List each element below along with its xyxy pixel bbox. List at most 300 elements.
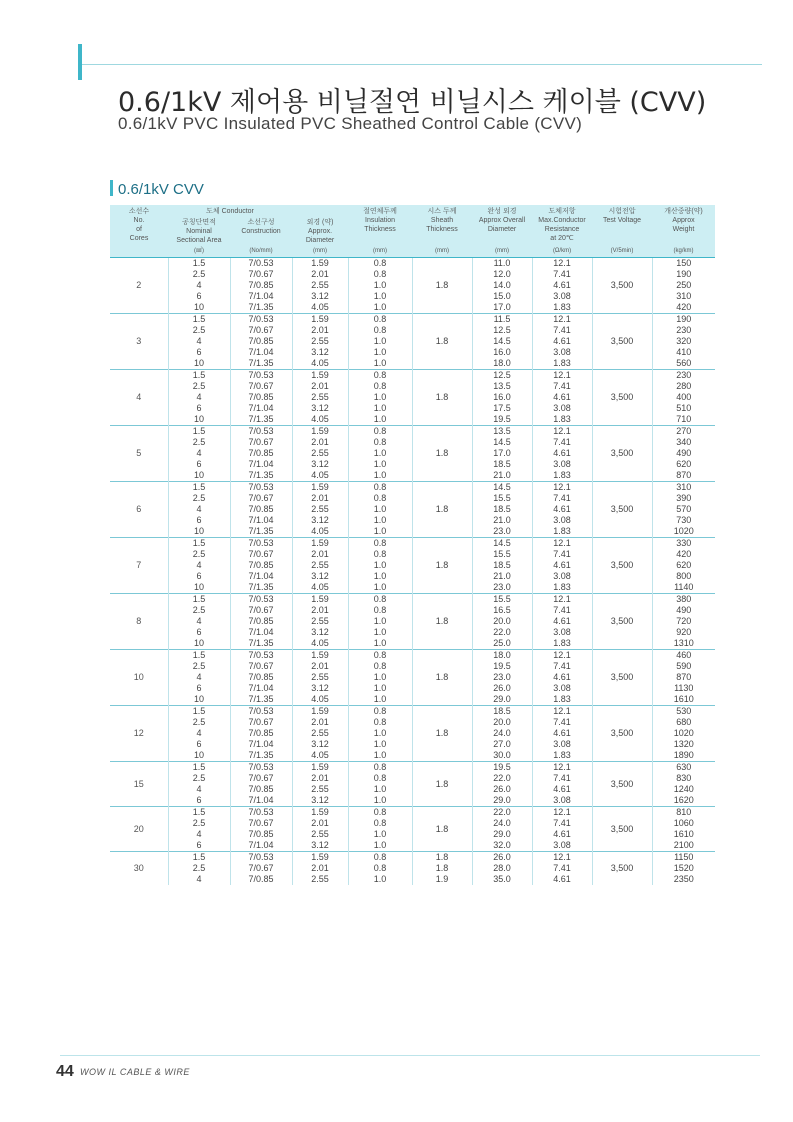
cell-area: 2.5 bbox=[168, 549, 230, 560]
cell-area: 1.5 bbox=[168, 538, 230, 550]
cell-weight: 490 bbox=[652, 448, 715, 459]
cell-resistance: 1.83 bbox=[532, 526, 592, 538]
cell-weight: 1130 bbox=[652, 683, 715, 694]
cell-insulation: 1.0 bbox=[348, 403, 412, 414]
page-title-english: 0.6/1kV PVC Insulated PVC Sheathed Control Cable (CVV) bbox=[118, 114, 583, 133]
cell-area: 4 bbox=[168, 874, 230, 885]
cell-area: 2.5 bbox=[168, 269, 230, 280]
cell-overall: 11.5 bbox=[472, 314, 532, 326]
cell-cores: 7 bbox=[110, 538, 168, 594]
cell-overall: 35.0 bbox=[472, 874, 532, 885]
cell-diameter: 1.59 bbox=[292, 762, 348, 774]
cell-diameter: 1.59 bbox=[292, 426, 348, 438]
cell-weight: 1610 bbox=[652, 829, 715, 840]
units-row bbox=[110, 247, 715, 258]
cell-diameter: 4.05 bbox=[292, 302, 348, 314]
header-resistance: 도체저항 Max.Conductor Resistance at 20℃ bbox=[532, 205, 592, 247]
cell-construction: 7/1.04 bbox=[230, 459, 292, 470]
cell-cores: 4 bbox=[110, 370, 168, 426]
cell-resistance: 4.61 bbox=[532, 728, 592, 739]
cell-cores: 2 bbox=[110, 258, 168, 314]
header-test-voltage: 시험전압 Test Voltage bbox=[592, 205, 652, 247]
cell-area: 2.5 bbox=[168, 437, 230, 448]
cell-construction: 7/0.67 bbox=[230, 325, 292, 336]
cell-voltage: 3,500 bbox=[592, 258, 652, 314]
cell-sheath: 1.8 bbox=[412, 863, 472, 874]
cell-resistance: 12.1 bbox=[532, 807, 592, 819]
cell-resistance: 1.83 bbox=[532, 694, 592, 706]
cell-area: 4 bbox=[168, 336, 230, 347]
cell-construction: 7/0.53 bbox=[230, 538, 292, 550]
cell-weight: 1320 bbox=[652, 739, 715, 750]
cell-insulation: 1.0 bbox=[348, 414, 412, 426]
cell-insulation: 1.0 bbox=[348, 874, 412, 885]
cell-resistance: 4.61 bbox=[532, 448, 592, 459]
table-row bbox=[110, 594, 715, 606]
cell-diameter: 1.59 bbox=[292, 594, 348, 606]
cell-diameter: 2.01 bbox=[292, 269, 348, 280]
cell-construction: 7/0.53 bbox=[230, 482, 292, 494]
cell-resistance: 12.1 bbox=[532, 706, 592, 718]
cell-insulation: 1.0 bbox=[348, 526, 412, 538]
cell-construction: 7/1.04 bbox=[230, 291, 292, 302]
cell-cores: 15 bbox=[110, 762, 168, 807]
cell-voltage: 3,500 bbox=[592, 762, 652, 807]
cell-diameter: 2.01 bbox=[292, 717, 348, 728]
cell-weight: 870 bbox=[652, 470, 715, 482]
cell-construction: 7/1.04 bbox=[230, 795, 292, 807]
cell-diameter: 2.55 bbox=[292, 616, 348, 627]
cell-area: 6 bbox=[168, 795, 230, 807]
cell-diameter: 2.01 bbox=[292, 773, 348, 784]
header-row bbox=[110, 205, 715, 216]
cell-insulation: 0.8 bbox=[348, 717, 412, 728]
cell-diameter: 2.55 bbox=[292, 560, 348, 571]
cell-area: 1.5 bbox=[168, 762, 230, 774]
cell-construction: 7/0.85 bbox=[230, 874, 292, 885]
unit-area: (㎟) bbox=[168, 247, 230, 258]
cell-sheath: 1.8 bbox=[412, 807, 472, 852]
cell-construction: 7/0.85 bbox=[230, 280, 292, 291]
page-title-korean: 0.6/1kV 제어용 비닐절연 비닐시스 케이블 (CVV) bbox=[118, 87, 707, 118]
cell-weight: 1890 bbox=[652, 750, 715, 762]
cell-area: 6 bbox=[168, 739, 230, 750]
cell-construction: 7/0.53 bbox=[230, 258, 292, 270]
cell-construction: 7/1.35 bbox=[230, 414, 292, 426]
cell-area: 4 bbox=[168, 560, 230, 571]
cell-overall: 28.0 bbox=[472, 863, 532, 874]
cell-diameter: 1.59 bbox=[292, 482, 348, 494]
cell-construction: 7/0.67 bbox=[230, 863, 292, 874]
cell-area: 1.5 bbox=[168, 852, 230, 864]
cell-diameter: 2.01 bbox=[292, 818, 348, 829]
cell-weight: 620 bbox=[652, 560, 715, 571]
header-overall-diameter: 완성 외경 Approx Overall Diameter bbox=[472, 205, 532, 247]
cell-area: 4 bbox=[168, 504, 230, 515]
cell-insulation: 0.8 bbox=[348, 852, 412, 864]
cell-diameter: 3.12 bbox=[292, 840, 348, 852]
cell-cores: 5 bbox=[110, 426, 168, 482]
cell-resistance: 12.1 bbox=[532, 594, 592, 606]
cell-area: 2.5 bbox=[168, 773, 230, 784]
cell-area: 2.5 bbox=[168, 325, 230, 336]
table-row bbox=[110, 807, 715, 819]
cell-diameter: 2.01 bbox=[292, 493, 348, 504]
cell-diameter: 2.55 bbox=[292, 672, 348, 683]
cell-diameter: 3.12 bbox=[292, 795, 348, 807]
cell-resistance: 3.08 bbox=[532, 739, 592, 750]
cell-area: 10 bbox=[168, 358, 230, 370]
header-construction: 소선구성 Construction bbox=[230, 216, 292, 247]
cell-weight: 810 bbox=[652, 807, 715, 819]
cell-area: 10 bbox=[168, 694, 230, 706]
cell-overall: 30.0 bbox=[472, 750, 532, 762]
cell-insulation: 1.0 bbox=[348, 616, 412, 627]
cell-resistance: 7.41 bbox=[532, 818, 592, 829]
cell-overall: 21.0 bbox=[472, 515, 532, 526]
cell-weight: 390 bbox=[652, 493, 715, 504]
cell-sheath: 1.8 bbox=[412, 314, 472, 370]
unit-construction: (No/mm) bbox=[230, 247, 292, 258]
cell-insulation: 1.0 bbox=[348, 470, 412, 482]
cell-diameter: 4.05 bbox=[292, 750, 348, 762]
cell-area: 10 bbox=[168, 582, 230, 594]
cell-area: 2.5 bbox=[168, 863, 230, 874]
cell-insulation: 0.8 bbox=[348, 594, 412, 606]
cell-resistance: 3.08 bbox=[532, 571, 592, 582]
header-area: 공칭단면적 Nominal Sectional Area bbox=[168, 216, 230, 247]
cell-area: 1.5 bbox=[168, 706, 230, 718]
cell-overall: 15.0 bbox=[472, 291, 532, 302]
unit-sheath: (mm) bbox=[412, 247, 472, 258]
cell-weight: 1140 bbox=[652, 582, 715, 594]
cell-diameter: 4.05 bbox=[292, 526, 348, 538]
cell-resistance: 1.83 bbox=[532, 638, 592, 650]
cell-insulation: 1.0 bbox=[348, 672, 412, 683]
cell-overall: 26.0 bbox=[472, 852, 532, 864]
cell-resistance: 7.41 bbox=[532, 773, 592, 784]
cell-weight: 230 bbox=[652, 325, 715, 336]
cell-resistance: 3.08 bbox=[532, 840, 592, 852]
cell-weight: 730 bbox=[652, 515, 715, 526]
cell-weight: 830 bbox=[652, 773, 715, 784]
cell-resistance: 7.41 bbox=[532, 661, 592, 672]
cell-diameter: 2.01 bbox=[292, 549, 348, 560]
cell-insulation: 1.0 bbox=[348, 638, 412, 650]
cell-weight: 510 bbox=[652, 403, 715, 414]
cell-insulation: 1.0 bbox=[348, 336, 412, 347]
header-diameter: 외경 (약) Approx. Diameter bbox=[292, 205, 348, 247]
cell-overall: 23.0 bbox=[472, 672, 532, 683]
cell-area: 2.5 bbox=[168, 717, 230, 728]
cell-insulation: 1.0 bbox=[348, 795, 412, 807]
cell-diameter: 1.59 bbox=[292, 538, 348, 550]
cell-overall: 24.0 bbox=[472, 818, 532, 829]
cell-cores: 20 bbox=[110, 807, 168, 852]
cell-voltage: 3,500 bbox=[592, 538, 652, 594]
cell-area: 6 bbox=[168, 403, 230, 414]
cell-resistance: 1.83 bbox=[532, 582, 592, 594]
cell-voltage: 3,500 bbox=[592, 650, 652, 706]
cell-resistance: 3.08 bbox=[532, 795, 592, 807]
cell-sheath: 1.8 bbox=[412, 538, 472, 594]
cell-area: 6 bbox=[168, 515, 230, 526]
cell-area: 10 bbox=[168, 414, 230, 426]
cell-weight: 150 bbox=[652, 258, 715, 270]
cell-insulation: 1.0 bbox=[348, 560, 412, 571]
cell-weight: 590 bbox=[652, 661, 715, 672]
cell-voltage: 3,500 bbox=[592, 594, 652, 650]
cell-construction: 7/0.85 bbox=[230, 448, 292, 459]
cell-diameter: 3.12 bbox=[292, 627, 348, 638]
cell-overall: 29.0 bbox=[472, 829, 532, 840]
cell-diameter: 4.05 bbox=[292, 582, 348, 594]
cell-diameter: 4.05 bbox=[292, 638, 348, 650]
cell-construction: 7/0.53 bbox=[230, 370, 292, 382]
cell-sheath: 1.8 bbox=[412, 594, 472, 650]
cell-diameter: 2.01 bbox=[292, 863, 348, 874]
cell-diameter: 2.01 bbox=[292, 605, 348, 616]
cell-construction: 7/1.04 bbox=[230, 347, 292, 358]
cell-insulation: 0.8 bbox=[348, 818, 412, 829]
table-row bbox=[110, 538, 715, 550]
cell-weight: 570 bbox=[652, 504, 715, 515]
cell-insulation: 0.8 bbox=[348, 807, 412, 819]
cell-weight: 420 bbox=[652, 549, 715, 560]
cell-area: 1.5 bbox=[168, 370, 230, 382]
cell-construction: 7/0.53 bbox=[230, 762, 292, 774]
cell-insulation: 1.0 bbox=[348, 291, 412, 302]
cell-weight: 1520 bbox=[652, 863, 715, 874]
cell-resistance: 4.61 bbox=[532, 784, 592, 795]
cell-overall: 21.0 bbox=[472, 470, 532, 482]
cell-resistance: 4.61 bbox=[532, 560, 592, 571]
cell-weight: 190 bbox=[652, 314, 715, 326]
cell-overall: 14.5 bbox=[472, 482, 532, 494]
header-cores: 소선수 No. of Cores bbox=[110, 205, 168, 247]
cell-diameter: 2.55 bbox=[292, 336, 348, 347]
cell-insulation: 0.8 bbox=[348, 650, 412, 662]
cell-construction: 7/0.85 bbox=[230, 829, 292, 840]
cell-resistance: 12.1 bbox=[532, 370, 592, 382]
cell-sheath: 1.8 bbox=[412, 706, 472, 762]
unit-insulation: (mm) bbox=[348, 247, 412, 258]
cell-construction: 7/0.85 bbox=[230, 784, 292, 795]
cell-cores: 6 bbox=[110, 482, 168, 538]
cell-cores: 30 bbox=[110, 852, 168, 886]
cell-weight: 1060 bbox=[652, 818, 715, 829]
cell-insulation: 0.8 bbox=[348, 493, 412, 504]
cell-diameter: 2.55 bbox=[292, 448, 348, 459]
cell-overall: 17.0 bbox=[472, 448, 532, 459]
cell-insulation: 0.8 bbox=[348, 314, 412, 326]
cell-overall: 20.0 bbox=[472, 717, 532, 728]
cell-sheath: 1.9 bbox=[412, 874, 472, 885]
cell-diameter: 3.12 bbox=[292, 683, 348, 694]
cell-construction: 7/0.53 bbox=[230, 426, 292, 438]
cell-construction: 7/0.67 bbox=[230, 493, 292, 504]
cell-area: 6 bbox=[168, 347, 230, 358]
cell-insulation: 1.0 bbox=[348, 582, 412, 594]
cell-cores: 8 bbox=[110, 594, 168, 650]
cell-resistance: 4.61 bbox=[532, 504, 592, 515]
cell-insulation: 0.8 bbox=[348, 482, 412, 494]
cell-resistance: 12.1 bbox=[532, 426, 592, 438]
cell-construction: 7/0.67 bbox=[230, 381, 292, 392]
cell-weight: 270 bbox=[652, 426, 715, 438]
cell-overall: 22.0 bbox=[472, 807, 532, 819]
cell-insulation: 0.8 bbox=[348, 426, 412, 438]
cell-insulation: 1.0 bbox=[348, 683, 412, 694]
cell-insulation: 0.8 bbox=[348, 661, 412, 672]
cell-diameter: 3.12 bbox=[292, 739, 348, 750]
footer-company: WOW IL CABLE & WIRE bbox=[80, 1067, 190, 1077]
cell-resistance: 12.1 bbox=[532, 314, 592, 326]
cell-weight: 720 bbox=[652, 616, 715, 627]
cell-area: 6 bbox=[168, 840, 230, 852]
cell-sheath: 1.8 bbox=[412, 258, 472, 314]
cell-area: 1.5 bbox=[168, 314, 230, 326]
cell-area: 10 bbox=[168, 470, 230, 482]
cell-overall: 12.5 bbox=[472, 370, 532, 382]
cell-resistance: 7.41 bbox=[532, 493, 592, 504]
cell-insulation: 1.0 bbox=[348, 504, 412, 515]
table-row bbox=[110, 314, 715, 326]
cell-area: 10 bbox=[168, 638, 230, 650]
cell-voltage: 3,500 bbox=[592, 370, 652, 426]
cell-weight: 280 bbox=[652, 381, 715, 392]
table-row bbox=[110, 762, 715, 774]
cell-construction: 7/0.85 bbox=[230, 616, 292, 627]
cell-weight: 1020 bbox=[652, 526, 715, 538]
section-marker bbox=[110, 180, 113, 196]
cell-overall: 27.0 bbox=[472, 739, 532, 750]
cell-voltage: 3,500 bbox=[592, 482, 652, 538]
cell-resistance: 3.08 bbox=[532, 291, 592, 302]
cell-overall: 14.5 bbox=[472, 437, 532, 448]
cell-construction: 7/1.35 bbox=[230, 750, 292, 762]
cell-insulation: 1.0 bbox=[348, 515, 412, 526]
cell-overall: 26.0 bbox=[472, 784, 532, 795]
header-weight: 개산중량(약) Approx Weight bbox=[652, 205, 715, 247]
header-sheath: 시스 두께 Sheath Thickness bbox=[412, 205, 472, 247]
cell-weight: 340 bbox=[652, 437, 715, 448]
cell-insulation: 1.0 bbox=[348, 694, 412, 706]
cell-resistance: 3.08 bbox=[532, 627, 592, 638]
cell-diameter: 3.12 bbox=[292, 459, 348, 470]
cell-diameter: 1.59 bbox=[292, 706, 348, 718]
cell-overall: 22.0 bbox=[472, 627, 532, 638]
cell-resistance: 7.41 bbox=[532, 269, 592, 280]
cell-weight: 250 bbox=[652, 280, 715, 291]
cell-resistance: 3.08 bbox=[532, 683, 592, 694]
cell-overall: 25.0 bbox=[472, 638, 532, 650]
cell-construction: 7/1.04 bbox=[230, 571, 292, 582]
cell-area: 1.5 bbox=[168, 426, 230, 438]
cell-insulation: 1.0 bbox=[348, 448, 412, 459]
cell-weight: 490 bbox=[652, 605, 715, 616]
cell-insulation: 0.8 bbox=[348, 605, 412, 616]
cell-weight: 620 bbox=[652, 459, 715, 470]
cell-overall: 12.5 bbox=[472, 325, 532, 336]
cell-construction: 7/1.04 bbox=[230, 739, 292, 750]
cell-construction: 7/0.85 bbox=[230, 392, 292, 403]
table-row bbox=[110, 426, 715, 438]
cell-insulation: 1.0 bbox=[348, 627, 412, 638]
cell-resistance: 1.83 bbox=[532, 750, 592, 762]
cell-diameter: 3.12 bbox=[292, 347, 348, 358]
cell-insulation: 0.8 bbox=[348, 706, 412, 718]
cell-insulation: 1.0 bbox=[348, 358, 412, 370]
table-row bbox=[110, 370, 715, 382]
cell-insulation: 0.8 bbox=[348, 258, 412, 270]
header-insulation: 절연체두께 Insulation Thickness bbox=[348, 205, 412, 247]
cell-overall: 24.0 bbox=[472, 728, 532, 739]
cable-spec-table bbox=[110, 205, 715, 885]
cell-area: 2.5 bbox=[168, 661, 230, 672]
unit-weight: (kg/km) bbox=[652, 247, 715, 258]
cell-resistance: 12.1 bbox=[532, 538, 592, 550]
cell-construction: 7/1.04 bbox=[230, 683, 292, 694]
cell-overall: 17.0 bbox=[472, 302, 532, 314]
cell-sheath: 1.8 bbox=[412, 482, 472, 538]
cell-weight: 560 bbox=[652, 358, 715, 370]
cell-weight: 920 bbox=[652, 627, 715, 638]
cell-insulation: 0.8 bbox=[348, 773, 412, 784]
cell-resistance: 1.83 bbox=[532, 358, 592, 370]
cell-weight: 2350 bbox=[652, 874, 715, 885]
cell-insulation: 1.0 bbox=[348, 571, 412, 582]
cell-area: 2.5 bbox=[168, 605, 230, 616]
cell-area: 4 bbox=[168, 392, 230, 403]
cell-insulation: 1.0 bbox=[348, 840, 412, 852]
cell-construction: 7/0.67 bbox=[230, 818, 292, 829]
cell-diameter: 1.59 bbox=[292, 852, 348, 864]
cell-overall: 19.5 bbox=[472, 762, 532, 774]
table-row bbox=[110, 482, 715, 494]
footer-rule bbox=[60, 1055, 760, 1056]
table-row bbox=[110, 258, 715, 270]
cell-construction: 7/0.85 bbox=[230, 728, 292, 739]
cell-diameter: 2.55 bbox=[292, 504, 348, 515]
unit-overall: (mm) bbox=[472, 247, 532, 258]
section-label: 0.6/1kV CVV bbox=[118, 181, 204, 198]
cell-weight: 190 bbox=[652, 269, 715, 280]
cell-weight: 420 bbox=[652, 302, 715, 314]
cell-weight: 530 bbox=[652, 706, 715, 718]
cell-overall: 32.0 bbox=[472, 840, 532, 852]
cell-voltage: 3,500 bbox=[592, 426, 652, 482]
cell-resistance: 12.1 bbox=[532, 852, 592, 864]
cell-overall: 19.5 bbox=[472, 661, 532, 672]
cell-overall: 18.0 bbox=[472, 650, 532, 662]
cell-diameter: 2.55 bbox=[292, 829, 348, 840]
cell-construction: 7/1.35 bbox=[230, 526, 292, 538]
cell-construction: 7/0.53 bbox=[230, 594, 292, 606]
cell-insulation: 0.8 bbox=[348, 538, 412, 550]
cell-weight: 1020 bbox=[652, 728, 715, 739]
cell-resistance: 4.61 bbox=[532, 672, 592, 683]
cell-resistance: 4.61 bbox=[532, 829, 592, 840]
cell-overall: 14.5 bbox=[472, 336, 532, 347]
cell-resistance: 12.1 bbox=[532, 762, 592, 774]
cell-overall: 18.5 bbox=[472, 560, 532, 571]
cell-diameter: 1.59 bbox=[292, 807, 348, 819]
cell-overall: 18.0 bbox=[472, 358, 532, 370]
cell-insulation: 1.0 bbox=[348, 302, 412, 314]
cell-overall: 14.5 bbox=[472, 538, 532, 550]
cell-overall: 21.0 bbox=[472, 571, 532, 582]
